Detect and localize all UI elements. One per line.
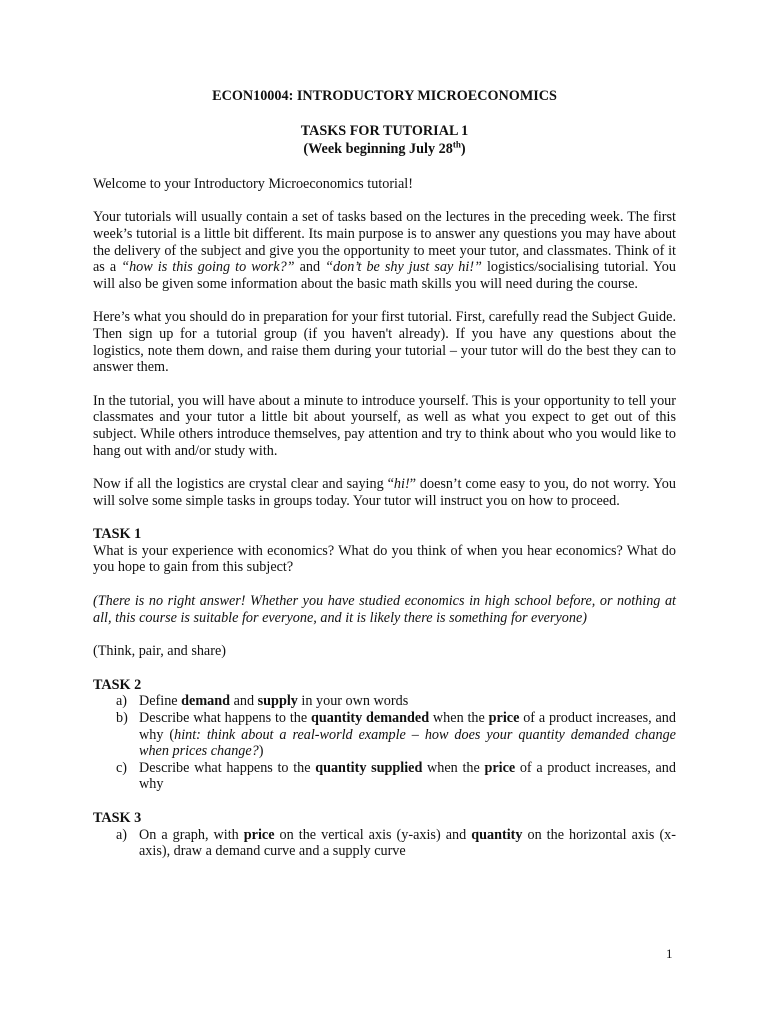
list-label: c): [116, 759, 128, 776]
item-bold: demand: [181, 693, 231, 710]
task3-heading: TASK 3: [93, 810, 142, 826]
welcome-paragraph: Welcome to your Introductory Microeconomics tutorial!: [93, 175, 413, 192]
page-number: 1: [666, 946, 673, 961]
para1-text-c: logistics/socialising tutorial. You will also be given some information about the basic math skills you will need during the course.: [93, 259, 676, 292]
task3-item-a: [93, 827, 676, 860]
intro-paragraph-2: Here’s what you should do in preparation for your first tutorial. First, carefully read the Subject Guide. Then sign up for a tutorial group (if you haven't already). If you have any questions about the logistics, note them down, and raise them during your tutorial – your tutor will do the best they can to answer them.: [93, 309, 676, 376]
item-bold: price: [484, 759, 516, 776]
item-text: On a graph, with: [139, 826, 244, 843]
task1-activity: (Think, pair, and share): [93, 643, 226, 660]
item-text: in your own words: [297, 693, 409, 710]
task2-item-a: [93, 693, 676, 710]
item-text: on the horizontal axis (x-axis), draw a demand curve and a supply curve: [139, 826, 676, 860]
para1-text-b: and: [294, 259, 326, 276]
item-bold: quantity supplied: [315, 759, 423, 776]
para1-italic-1: “how is this going to work?”: [121, 259, 295, 276]
task3-list: [93, 827, 676, 860]
intro-paragraph-1: [93, 209, 676, 292]
item-bold: supply: [257, 693, 298, 710]
para1-italic-2: “don’t be shy just say hi!”: [325, 259, 482, 276]
task1-question: What is your experience with economics? What do you think of when you hear economics? What do you hope to gain from this subject?: [93, 542, 676, 576]
document-body: [93, 88, 676, 860]
item-italic: hint: think about a real-world example – how does your quantity demanded change when prices change?: [139, 726, 676, 760]
task1-note-text: (There is no right answer! Whether you have studied economics in high school before, or nothing at all, this course is suitable for everyone, and it is likely there is something for everyone): [93, 593, 676, 626]
list-label: a): [116, 693, 128, 710]
intro-paragraph-4: [93, 476, 676, 509]
para4-italic: hi!: [393, 476, 410, 493]
item-text: on the vertical axis (y-axis) and: [274, 826, 472, 843]
para1-text-a: Your tutorials will usually contain a set of tasks based on the lectures in the preceding week. The first week’s tutorial is a little bit different. Its main purpose is to answer any questions you may have about the delivery of the subject and give you the opportunity to meet your tutor, and classmates. Think of it as a: [93, 209, 676, 276]
item-bold: quantity: [471, 826, 523, 843]
item-text: when the: [422, 759, 485, 776]
week-prefix: (Week beginning July 28: [303, 141, 453, 158]
task2-item-b: [93, 710, 676, 760]
week-superscript: th: [452, 139, 461, 150]
tasks-title: TASKS FOR TUTORIAL 1: [300, 122, 469, 139]
item-bold: quantity demanded: [310, 710, 430, 727]
item-text: Define: [139, 693, 182, 710]
item-text: ): [258, 743, 264, 760]
task1-note: [93, 593, 676, 626]
para4-text-b: ” doesn’t come easy to you, do not worry. You will solve some simple tasks in groups today. Your tutor will instruct you on how to proceed.: [93, 476, 676, 509]
item-text: Describe what happens to the: [139, 759, 316, 776]
item-bold: price: [243, 826, 275, 843]
item-text: and: [230, 693, 258, 710]
list-label: a): [116, 826, 128, 843]
task2-item-c: [93, 760, 676, 793]
para4-text-a: Now if all the logistics are crystal clear and saying “: [93, 476, 394, 493]
week-line: [93, 141, 676, 158]
item-text: of a product increases, and why (: [139, 710, 676, 743]
item-text: of a product increases, and why: [139, 759, 676, 793]
week-suffix: ): [460, 141, 466, 158]
task2-list: [93, 693, 676, 793]
item-text: when the: [429, 710, 489, 727]
course-title: ECON10004: INTRODUCTORY MICROECONOMICS: [212, 88, 557, 104]
list-label: b): [116, 710, 128, 727]
item-text: Describe what happens to the: [139, 710, 311, 727]
intro-paragraph-3: In the tutorial, you will have about a minute to introduce yourself. This is your opportunity to tell your classmates and your tutor a little bit about yourself, as well as what you expect to get out of this subject. While others introduce themselves, pay attention and try to think about who you would like to hang out with and/or study with.: [93, 392, 676, 459]
item-bold: price: [488, 710, 520, 727]
task1-heading: TASK 1: [93, 526, 142, 543]
task2-heading: TASK 2: [93, 676, 142, 693]
